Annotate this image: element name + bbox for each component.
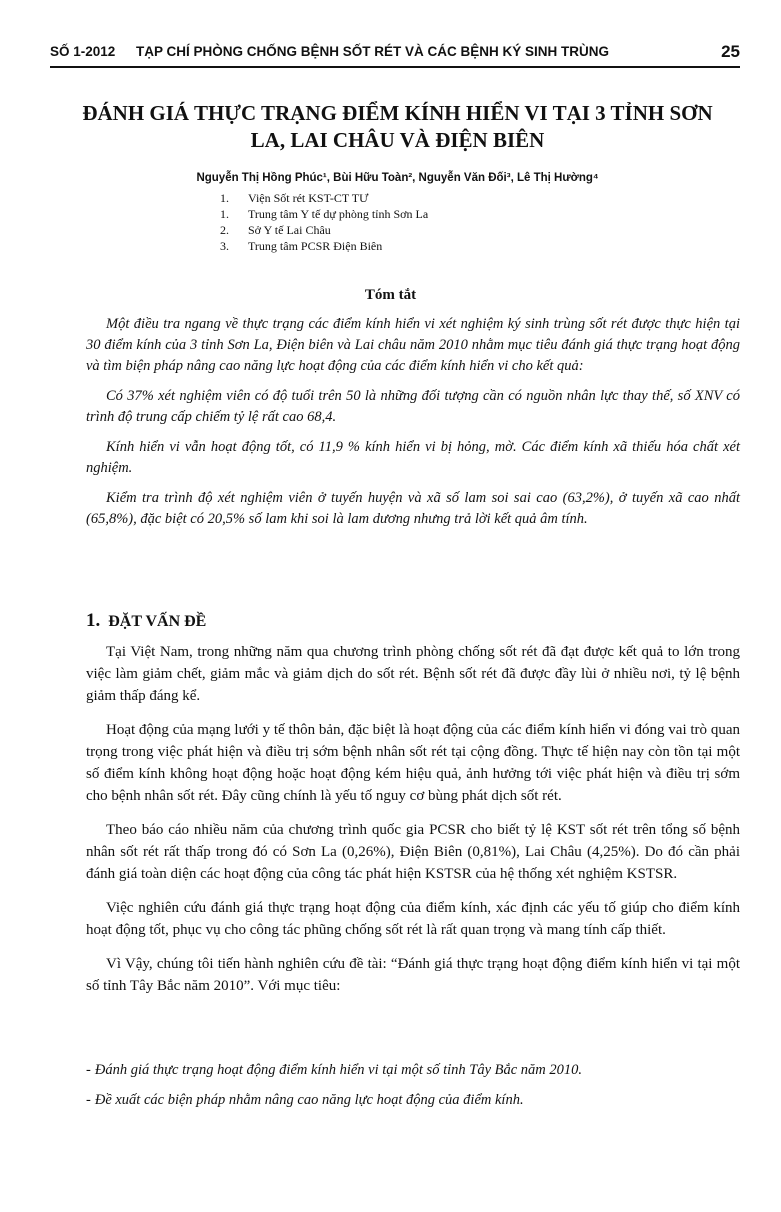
section-body — [86, 641, 740, 1009]
bullet-dash-icon: - — [86, 1062, 91, 1078]
abstract-body — [86, 314, 740, 539]
section-number: 1. — [86, 610, 101, 631]
abstract-paragraph: Kính hiển vi vẫn hoạt động tốt, có 11,9 % kính hiển vi bị hỏng, mờ. Các điểm kính xã thiếu hóa chất xét nghiệm. — [86, 439, 740, 476]
objective-list — [86, 1055, 740, 1115]
abstract-paragraph: Kiểm tra trình độ xét nghiệm viên ở tuyến huyện và xã số lam soi sai cao (63,2%), ở tuyến xã cao nhất (65,8%), đặc biệt có 20,5% số lam khi soi là lam dương nhưng trả lời kết quả âm tính. — [86, 490, 740, 527]
affiliation-item: 3. Trung tâm PCSR Điện Biên — [220, 239, 383, 253]
author-list: Nguyễn Thị Hồng Phúc¹, Bùi Hữu Toàn², Nguyễn Văn Đối³, Lê Thị Hường⁴ — [196, 172, 599, 184]
objective-item: - Đề xuất các biện pháp nhằm nâng cao năng lực hoạt động của điểm kính. — [86, 1092, 524, 1108]
body-paragraph: Theo báo cáo nhiều năm của chương trình quốc gia PCSR cho biết tỷ lệ KST sốt rét trên tổng số bệnh nhân sốt rét rất thấp trong đó có Sơn La (0,26%), Điện Biên (0,81%), Lai Châu (4,25%). Do đó cần phải đánh giá toàn diện các hoạt động của công tác phát hiện KSTSR của hệ thống xét nghiệm KSTSR. — [86, 822, 740, 882]
running-header — [50, 40, 740, 68]
body-paragraph: Tại Việt Nam, trong những năm qua chương trình phòng chống sốt rét đã đạt được kết quả to lớn trong việc làm giảm chết, giảm mắc và giảm dịch do sốt rét. Bệnh sốt rét đã được đầy lùi ở nhiều nơi, tỷ lệ bệnh giảm thấp đáng kể. — [86, 644, 740, 704]
page-number: 25 — [721, 42, 740, 61]
affiliation-item: 2. Sở Y tế Lai Châu — [220, 223, 331, 237]
affiliation-item: 1. Viện Sốt rét KST-CT TƯ — [220, 191, 369, 205]
body-paragraph: Hoạt động của mạng lưới y tế thôn bản, đặc biệt là hoạt động của các điểm kính hiển vi đóng vai trò quan trọng trong việc phát hiện và điều trị sớm bệnh nhân sốt rét tại cộng đồng. Thực tế hiện nay còn tồn tại một số điểm kính không hoạt động hoặc hoạt động kém hiệu quả, ảnh hưởng tới việc phát hiện và điều trị sớm cho bệnh nhân sốt rét. Đây cũng chính là yếu tố nguy cơ bùng phát dịch sốt rét. — [86, 722, 740, 804]
affiliation-list — [220, 190, 620, 254]
abstract-paragraph: Một điều tra ngang về thực trạng các điểm kính hiển vi xét nghiệm ký sinh trùng sốt rét được thực hiện tại 30 điểm kính của 3 tỉnh Sơn La, Điện biên và Lai châu năm 2010 nhằm mục tiêu đánh giá thực trạng hoạt động và tìm biện pháp nâng cao năng lực hoạt động của các điểm kính hiển vi cho kết quả: — [86, 316, 740, 374]
affiliation-item: 1. Trung tâm Y tế dự phòng tỉnh Sơn La — [220, 207, 429, 221]
journal-name: TẠP CHÍ PHÒNG CHỐNG BỆNH SỐT RÉT VÀ CÁC BỆNH KÝ SINH TRÙNG — [136, 44, 610, 59]
article-title-line-1: ĐÁNH GIÁ THỰC TRẠNG ĐIỂM KÍNH HIỂN VI TẠI 3 TỈNH SƠN — [82, 101, 713, 125]
body-paragraph: Vì Vậy, chúng tôi tiến hành nghiên cứu đề tài: “Đánh giá thực trạng hoạt động điểm kính hiển vi tại một số tỉnh Tây Bắc năm 2010”. Với mục tiêu: — [86, 956, 740, 994]
article-title — [60, 100, 735, 154]
body-paragraph: Việc nghiên cứu đánh giá thực trạng hoạt động của điểm kính, xác định các yếu tố giúp cho điểm kính hoạt động tốt, phục vụ cho công tác phũng chống sốt rét là rất quan trọng và mang tính cấp thiết. — [86, 900, 740, 938]
abstract-heading: Tóm tắt — [364, 287, 417, 303]
bullet-dash-icon: - — [86, 1092, 91, 1108]
objective-item: - Đánh giá thực trạng hoạt động điểm kính hiển vi tại một số tỉnh Tây Bắc năm 2010. — [86, 1062, 583, 1078]
section-title: ĐẶT VẤN ĐỀ — [108, 613, 207, 630]
issue-number: SỐ 1-2012 — [50, 44, 116, 59]
section-heading — [86, 610, 206, 632]
article-title-line-2: LA, LAI CHÂU VÀ ĐIỆN BIÊN — [250, 128, 545, 152]
abstract-paragraph: Có 37% xét nghiệm viên có độ tuổi trên 50 là những đối tượng cần có nguồn nhân lực thay thế, số XNV có trình độ trung cấp chiếm tỷ lệ rất cao 68,4. — [86, 388, 740, 425]
